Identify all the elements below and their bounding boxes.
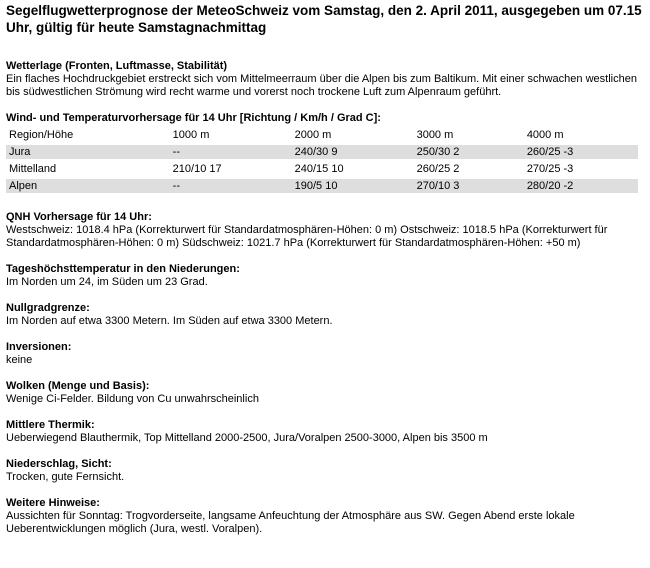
table-row (6, 179, 638, 193)
section-niederschlag (6, 458, 644, 484)
table-header-cell: 3000 m (416, 129, 454, 141)
wind-table (6, 125, 638, 196)
section-text: Ueberwiegend Blauthermik, Top Mittelland 2000-2500, Jura/Voralpen 2500-3000, Alpen bis 3500 m (6, 432, 488, 444)
section-title: QNH Vorhersage für 14 Uhr: (6, 211, 152, 223)
table-header-cell: 2000 m (294, 129, 332, 141)
section-text: Trocken, gute Fernsicht. (6, 471, 125, 483)
section-qnh (6, 211, 644, 250)
section-title: Wind- und Temperaturvorhersage für 14 Uhr [Richtung / Km/h / Grad C]: (6, 112, 381, 124)
section-nullgradgrenze (6, 302, 644, 328)
table-cell: 240/15 10 (294, 163, 344, 175)
table-header-row (6, 128, 638, 142)
table-row (6, 145, 638, 159)
table-cell: Mittelland (9, 163, 57, 175)
section-text: Im Norden um 24, im Süden um 23 Grad. (6, 276, 208, 288)
section-text: Westschweiz: 1018.4 hPa (Korrekturwert für Standardatmosphären-Höhen: 0 m) Ostschweiz: 1018.5 hPa (Korrekturwert für Standardatmosphären-Höhen: 0 m) Südschweiz: 1021.7 hPa (Korrekturwert für Standardatmosphären-Höhen: +50 m) (6, 224, 608, 249)
table-cell: 270/10 3 (414, 179, 524, 193)
section-wetterlage (6, 60, 644, 99)
table-cell: 260/25 2 (416, 163, 460, 175)
section-title: Niederschlag, Sicht: (6, 458, 112, 470)
table-cell: 210/10 17 (172, 163, 222, 175)
table-cell: -- (170, 145, 292, 159)
section-title: Inversionen: (6, 341, 72, 353)
section-title: Wetterlage (Fronten, Luftmasse, Stabilität) (6, 60, 228, 72)
section-title: Nullgradgrenze: (6, 302, 90, 314)
section-thermik (6, 419, 644, 445)
table-cell: 270/25 -3 (526, 163, 574, 175)
section-title: Tageshöchsttemperatur in den Niederungen: (6, 263, 240, 275)
section-hinweise (6, 497, 644, 536)
section-text: Im Norden auf etwa 3300 Metern. Im Süden auf etwa 3300 Metern. (6, 315, 333, 327)
table-cell: 280/20 -2 (524, 179, 638, 193)
table-cell: Jura (6, 145, 170, 159)
section-title: Weitere Hinweise: (6, 497, 100, 509)
table-cell: -- (170, 179, 292, 193)
table-cell: 250/30 2 (414, 145, 524, 159)
section-text: keine (6, 354, 33, 366)
table-header-cell: 4000 m (526, 129, 564, 141)
section-wind (6, 112, 644, 196)
section-inversionen (6, 341, 644, 367)
table-cell: 240/30 9 (292, 145, 414, 159)
section-title: Wolken (Menge und Basis): (6, 380, 150, 392)
section-wolken (6, 380, 644, 406)
section-tageshoechsttemperatur (6, 263, 644, 289)
table-row (6, 162, 638, 176)
section-title: Mittlere Thermik: (6, 419, 95, 431)
table-header-cell: 1000 m (172, 129, 210, 141)
table-header-cell: Region/Höhe (9, 129, 74, 141)
section-text: Ein flaches Hochdruckgebiet erstreckt sich vom Mittelmeerraum über die Alpen bis zum Baltikum. Mit einer schwachen westlichen bis südwestlichen Strömung wird recht warme und vorerst noch trockene Luft zum Alpenraum geführt. (6, 73, 637, 98)
section-text: Aussichten für Sonntag: Trogvorderseite, langsame Anfeuchtung der Atmosphäre aus SW. Gegen Abend erste lokale Ueberentwicklungen möglich (Jura, westl. Voralpen). (6, 510, 575, 535)
table-cell: Alpen (6, 179, 170, 193)
table-cell: 190/5 10 (292, 179, 414, 193)
section-text: Wenige Ci-Felder. Bildung von Cu unwahrscheinlich (6, 393, 259, 405)
table-cell: 260/25 -3 (524, 145, 638, 159)
page-title: Segelflugwetterprognose der MeteoSchweiz vom Samstag, den 2. April 2011, ausgegeben um 07.15 Uhr, gültig für heute Samstagnachmittag (6, 3, 642, 35)
